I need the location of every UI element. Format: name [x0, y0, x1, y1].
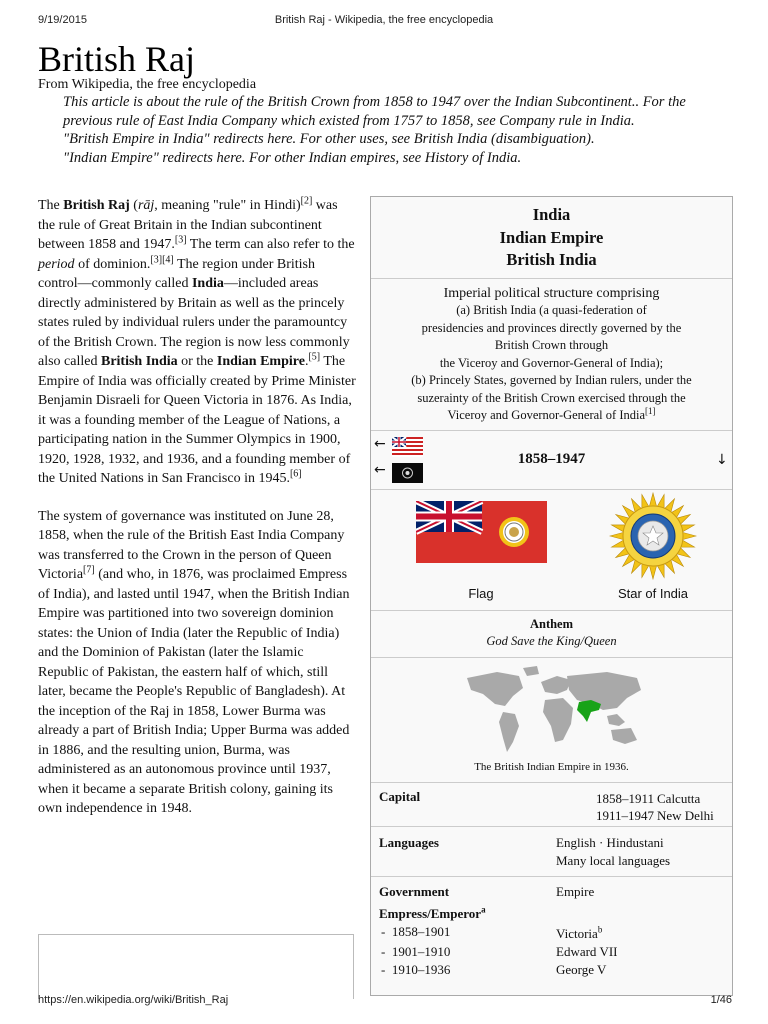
hatnote: "British Empire in India" redirects here. For other uses, see British India (disambiguation). [63, 131, 595, 147]
infobox-name: British India [506, 250, 597, 269]
print-url: https://en.wikipedia.org/wiki/British_Raj [38, 994, 229, 1006]
down-arrow-icon[interactable]: ↓ [716, 451, 728, 468]
page-number: 1/46 [710, 994, 732, 1006]
capital-row: Capital 1858–1911 Calcutta 1911–1947 New Delhi [371, 783, 732, 827]
citation-link[interactable]: [2] [300, 195, 313, 207]
left-arrow-icon[interactable]: ← [374, 461, 386, 478]
paragraph-intro: The British Raj (rāj, meaning "rule" in Hindi)[2] was the rule of Great Britain in the Indian subcontinent between 1858 and 1947.[3] The term can also refer to the period of dominion.[3][4] The region under British control—commonly called India—included areas directly administered by Britain as well as the princely states ruled by individual rulers under the paramountcy of the British Crown. The region is now less commonly also called British India or the Indian Empire.[5] The Empire of India was officially created by Prime Minister Benjamin Disraeli for Queen Victoria in 1876. As India, it was a founding member of the League of Nations, a participating nation in the Summer Olympics in 1900, 1920, 1928, 1932, and 1936, and a founding member of the United Nations in San Francisco in 1945.[6] [38, 195, 356, 486]
political-structure: Imperial political structure comprising (a) British India (a quasi-federation of presidencies and provinces directly governed by the British Crown through the Viceroy and Governor-General of India); (b) Princely States, governed by Indian rulers, under the suzerainty of the British Crown exercised through the Viceroy and Governor-General of India[1] [371, 279, 732, 431]
government-row: Government Empire Empress/Emperor$^a$ - 1858–1901 Victoria$^b$ - 1901–1910 Edward VII - 1910–1936 George V [379, 883, 618, 977]
anthem-row [371, 611, 732, 658]
star-of-india-emblem-icon[interactable] [609, 492, 697, 580]
period-years: 1858–1947 [517, 450, 586, 467]
empty-box [38, 934, 354, 999]
world-map-india-highlight-icon[interactable] [457, 664, 649, 758]
map-caption: The British Indian Empire in 1936. [474, 760, 629, 773]
site-subtitle: From Wikipedia, the free encyclopedia [38, 77, 257, 92]
government-label: Government [379, 883, 450, 899]
emblems-row [371, 490, 732, 611]
citation-link[interactable]: [6] [289, 468, 302, 480]
citation-link[interactable]: [1] [645, 405, 656, 416]
capital-label: Capital [379, 788, 421, 804]
hatnote: "Indian Empire" redirects here. For other Indian empires, see History of India. [63, 149, 522, 166]
monarch-label: Empress/Emperor [379, 905, 482, 921]
succession-row [371, 431, 732, 490]
article-body [38, 196, 356, 837]
anthem-label: Anthem [529, 616, 574, 631]
print-date: 9/19/2015 [38, 14, 87, 26]
infobox-name: Indian Empire [499, 227, 604, 247]
languages-row: Languages English · Hindustani Many local languages [371, 827, 732, 877]
capital-link[interactable]: New Delhi [657, 807, 714, 823]
hatnotes [63, 93, 735, 167]
citation-link[interactable]: [7] [83, 564, 95, 576]
term-british-raj: British Raj [63, 198, 130, 213]
print-title: British Raj - Wikipedia, the free encyclopedia [274, 14, 494, 26]
citation-link[interactable]: [5] [308, 351, 321, 363]
red-ensign-flag-icon[interactable] [416, 501, 547, 563]
monarch-link[interactable]: Victoria [556, 925, 598, 941]
flag-caption: Flag [468, 585, 494, 601]
emblem-caption: Star of India [617, 585, 689, 601]
anthem-value[interactable]: God Save the King/Queen [486, 633, 617, 648]
infobox-name: India [532, 205, 571, 224]
capital-link[interactable]: Calcutta [657, 790, 701, 806]
hatnote: This article is about the rule of the British Crown from 1858 to 1947 over the Indian Subcontinent.. For the previous rule of East India Company which existed from 1757 to 1858, see Company rule in India. [63, 94, 686, 129]
citation-link[interactable]: [3] [174, 234, 187, 246]
map-row [371, 658, 732, 783]
infobox [370, 196, 733, 996]
page-title: British Raj [38, 39, 196, 79]
left-arrow-icon[interactable]: ← [374, 435, 386, 452]
paragraph-governance: The system of governance was instituted on June 28, 1858, when the rule of the British East India Company was transferred to the Crown in the person of Queen Victoria[7] (and who, in 1876, was proclaimed Empress of India), and lasted until 1947, when the British Indian Empire was partitioned into two sovereign dominion states: the Union of India (later the Republic of India) and the Dominion of Pakistan (later the Islamic Republic of Pakistan, the eastern half of which, still later, became the People's Republic of Bangladesh). At the inception of the Raj in 1858, Lower Burma was already a part of British India; Upper Burma was added in 1886, and the resulting union, Burma, was administered as an autonomous province until 1937, when it became a separate British colony, gaining its own independence in 1948. [38, 508, 350, 816]
citation-link[interactable]: [3][4] [150, 253, 174, 265]
monarch-link[interactable]: George V [556, 961, 607, 977]
monarch-link[interactable]: Edward VII [556, 943, 618, 959]
infobox-names [371, 197, 732, 279]
languages-label: Languages [379, 834, 439, 850]
